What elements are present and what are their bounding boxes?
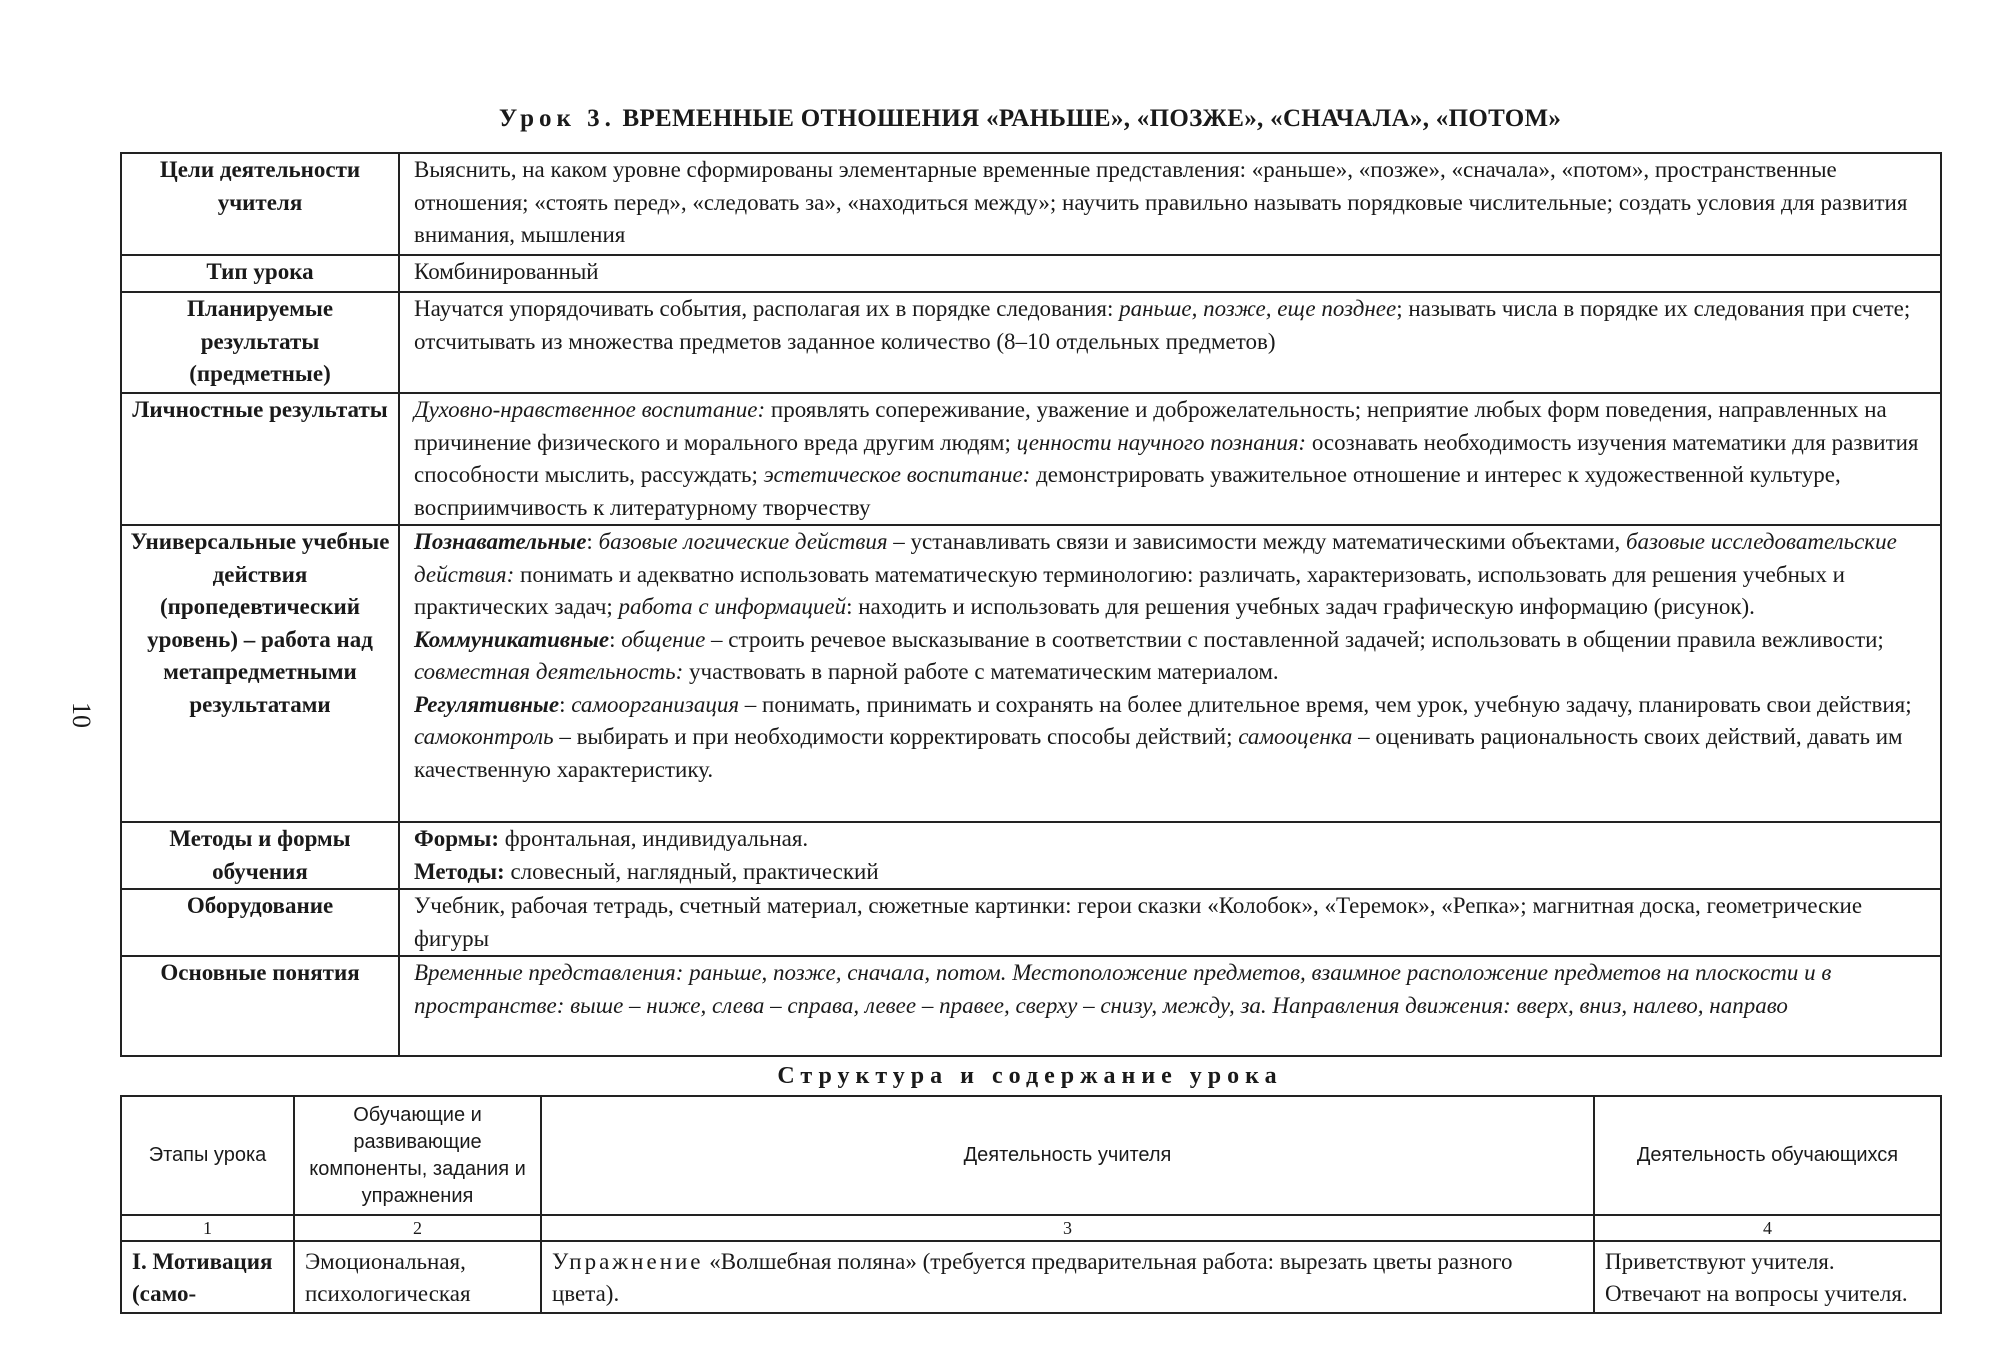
goals-label: Цели деятельности учителя [121,153,399,255]
column-numbers-row [121,1215,1941,1241]
methods-text [399,822,1941,889]
planned-results-italic: раньше, позже, еще позднее [1119,296,1397,321]
column-number: 1 [121,1215,294,1241]
methods-label: Методы и формы обучения [121,822,399,889]
regulatory-italic: самоорганизация [571,691,740,717]
lesson-title-prefix: Урок 3. [498,105,616,132]
table-row [121,1241,1941,1313]
personal-results-part: демонстрировать уважительное отношение и интерес к художественной культуре, восприимчивость к литературному творчеству [414,462,1841,520]
stage-cell: I. Мотивация (само- [121,1241,294,1313]
forms-label: Формы: [414,826,499,851]
personal-results-italic: ценности научного познания: [1016,429,1307,455]
cognitive-italic: работа с информацией [618,594,847,619]
table-row [121,956,1941,1056]
communicative-part: участвовать в парной работе с математическим материалом. [683,659,1279,684]
components-cell: Эмоциональная, психологическая [294,1241,541,1313]
structure-title: Структура и содержание урока [777,1063,1283,1089]
column-number: 4 [1594,1215,1941,1241]
key-concepts-text: Временные представления: раньше, позже, сначала, потом. Местоположение предметов, взаимное расположение предметов на плоскости и в пространстве: выше – ниже, слева – справа, левее – правее, сверху – снизу, между, за. Направления движения: вверх, вниз, налево, направо [399,956,1941,1056]
regulatory-italic: самооценка [1238,724,1353,749]
lesson-info-table [120,152,1942,1057]
equipment-text: Учебник, рабочая тетрадь, счетный материал, сюжетные картинки: герои сказки «Колобок», «Теремок», «Репка»; магнитная доска, геометрические фигуры [399,889,1941,956]
column-number: 3 [541,1215,1594,1241]
personal-results-label: Личностные результаты [121,393,399,525]
page-number: 10 [67,702,96,728]
planned-results-part: ; называть числа в порядке их следования при счете; отсчитывать из множества предметов заданное количество (8–10 отдельных предметов) [414,296,1911,354]
regulatory-part: – выбирать и при необходимости корректировать способы действий; [553,724,1239,749]
header-teacher-activity: Деятельность учителя [541,1096,1594,1215]
exercise-label: Упражнение [552,1249,704,1274]
planned-results-part: Научатся упорядочивать события, располагая их в порядке следования: [414,296,1120,321]
table-row [121,889,1941,956]
cognitive-part: – устанавливать связи и зависимости между математическими объектами, [887,529,1626,554]
table-row [121,292,1941,393]
table-header-row [121,1096,1941,1215]
goals-text: Выяснить, на каком уровне сформированы элементарные временные представления: «раньше», «позже», «сначала», «потом», пространственные отношения; «стоять перед», «следовать за», «находиться между»; научить правильно называть порядковые числительные; создать условия для развития внимания, мышления [399,153,1941,255]
exercise-text: «Волшебная поляна» (требуется предварительная работа: вырезать цветы разного цвета). [552,1249,1513,1306]
column-number: 2 [294,1215,541,1241]
methods-sub-text: словесный, наглядный, практический [504,858,879,884]
teacher-activity-cell [541,1241,1594,1313]
regulatory-part: – понимать, принимать и сохранять на более длительное время, чем урок, учебную задачу, планировать свои действия; [739,691,1912,717]
cognitive-part: понимать и адекватно использовать математическую терминологию: различать, характеризовать, использовать для решения учебных и практических задач; [414,561,1845,619]
methods-sub-label: Методы: [414,858,505,884]
equipment-label: Оборудование [121,889,399,956]
table-row [121,393,1941,525]
table-row [121,525,1941,822]
planned-results-text [399,292,1941,393]
universal-actions-label: Универсальные учебные действия (пропедевтический уровень) – работа над метапредметными результатами [121,525,399,822]
regulatory-label: Регулятивные [414,691,560,717]
regulatory-italic: самоконтроль [414,724,554,749]
personal-results-text [399,393,1941,525]
cognitive-part: : находить и использовать для решения учебных задач графическую информацию (рисунок). [846,594,1755,619]
header-stages: Этапы урока [121,1096,294,1215]
lesson-structure-table [120,1095,1942,1314]
planned-results-label: Планируемые результаты (предметные) [121,292,399,393]
header-components: Обучающие и развивающие компоненты, задания и упражнения [294,1096,541,1215]
key-concepts-label: Основные понятия [121,956,399,1056]
communicative-label: Коммуникативные [414,626,610,652]
lesson-type-text: Комбинированный [399,255,1941,292]
table-row [121,255,1941,292]
forms-text: фронтальная, индивидуальная. [498,826,809,851]
lesson-title-text: ВРЕМЕННЫЕ ОТНОШЕНИЯ «РАНЬШЕ», «ПОЗЖЕ», «СНАЧАЛА», «ПОТОМ» [622,105,1562,132]
table-row [121,153,1941,255]
communicative-part: – строить речевое высказывание в соответствии с поставленной задачей; использовать в общении правила вежливости; [705,626,1884,652]
lesson-title [120,105,1940,133]
communicative-italic: общение [621,626,706,652]
personal-results-part: осознавать необходимость изучения математики для развития способности мыслить, рассуждать; [414,429,1919,487]
personal-results-italic: Духовно-нравственное воспитание: [414,397,766,422]
communicative-italic: совместная деятельность: [414,659,684,684]
personal-results-part: проявлять сопереживание, уважение и доброжелательность; неприятие любых форм поведения, направленных на причинение физического и морального вреда другим людям; [414,397,1887,455]
personal-results-italic: эстетическое воспитание: [763,462,1031,487]
cognitive-label: Познавательные [414,529,587,554]
table-row [121,822,1941,889]
student-activity-cell: Приветствуют учителя. Отвечают на вопросы учителя. [1594,1241,1941,1313]
header-student-activity: Деятельность обучающихся [1594,1096,1941,1215]
regulatory-part: – оценивать рациональность своих действий, давать им качественную характеристику. [414,724,1903,782]
cognitive-italic: базовые исследовательские действия: [414,529,1897,587]
lesson-type-label: Тип урока [121,255,399,292]
cognitive-italic: базовые логические действия [598,529,888,554]
universal-actions-text: Познавательные: базовые логические действия – устанавливать связи и зависимости между математическими объектами, базовые исследовательские действия: понимать и адекватно использовать математическую терминологию: различать, характеризовать, использовать для решения учебных и практических задач; работа с информацией: находить и использовать для решения учебных задач графическую информацию (рисунок). Коммуникативные: общение – строить речевое высказывание в соответствии с поставленной задачей; использовать в общении правила вежливости; совместная деятельность: участвовать в парной работе с математическим материалом. Регулятивные: самоорганизация – понимать, принимать и сохранять на более длительное время, чем урок, учебную задачу, планировать свои действия; самоконтроль – выбирать и при необходимости корректировать способы действий; самооценка – оценивать рациональность своих действий, давать им качественную характеристику. [399,525,1941,822]
